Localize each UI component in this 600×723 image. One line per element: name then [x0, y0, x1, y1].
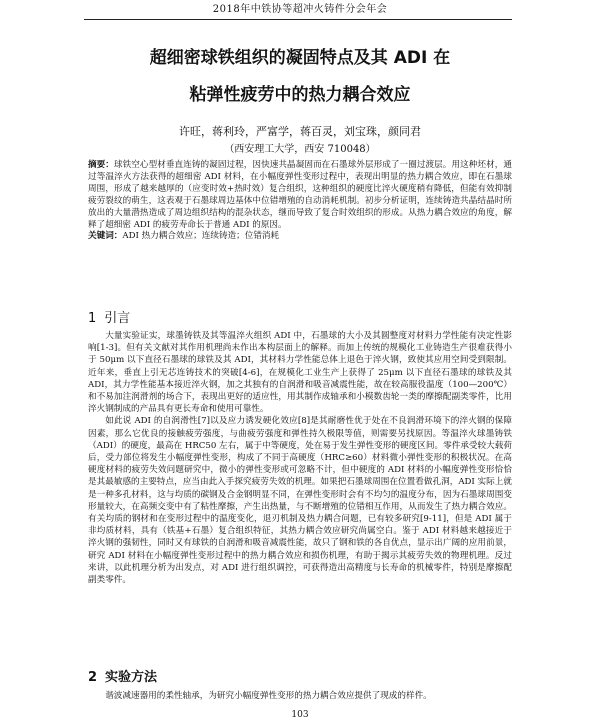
section-number: 2 — [88, 670, 98, 685]
running-header: 2018年中铁协等超冲火铸件分会年会 — [212, 4, 388, 15]
paper-title-line1: 超细密球铁组织的凝固特点及其 ADI 在 — [149, 48, 451, 68]
abstract — [88, 160, 512, 231]
abstract-block — [88, 160, 512, 243]
keywords — [88, 231, 512, 243]
keywords-text: ADI 热力耦合效应；连续铸造；位错消耗 — [122, 231, 280, 242]
methods-body — [88, 690, 512, 702]
paragraph: 谐波减速器用的柔性轴承，为研究小幅度弹性变形的热力耦合效应提供了现成的样件。 — [105, 691, 432, 701]
paper-title-line2: 粘弹性疲劳中的热力耦合效应 — [189, 85, 411, 105]
abstract-text: 球铁空心型材垂直连铸的凝固过程，因快速共晶凝固而在石墨球外层形成了一圈过渡层。用这种坯材，通过等温淬火方法获得的超细密 ADI 材料，在小幅度弹性变形过程中，表现出明显的热力耦合效应，即在石墨球周围，形成了越来越厚的（应变时效+热时效）复合组织，这种组织的硬度比淬火硬度稍有降低，但能有效抑制疲劳裂纹的萌生，这表观于石墨球周边基体中位错增殖的自动消耗机制。初步分析证明，连续铸造共晶结晶时所放出的大量潜热造成了周边组织结构的混杂状态，继而导致了复合时效组织的形成。从热力耦合效应的角度，解释了超细密 ADI 的疲劳寿命长于普通 ADI 的原因。 — [88, 160, 512, 230]
header-rule — [84, 19, 512, 20]
section-title: 引言 — [104, 311, 131, 326]
paragraph: 大量实验证实，球墨铸铁及其等温淬火组织 ADI 中，石墨球的大小及其圆整度对材料力学性能有决定性影响[1-3]。但有关文献对其作用机理尚未作出本构层面上的解释。而加上传统的规模化工业铸造生产很难获得小于 50μm 以下直径石墨球的球铁及其 ADI，其材料力学性能总体上退色于淬火钢，致使其应用空间受到限制。近年来，垂直上引无芯连铸技术的突破[4-6]，在规模化工业生产上获得了 25μm 以下直径石墨球的球铁及其 ADI，其力学性能基本接近淬火钢，加之其独有的自润滑和吸音减震性能，故在较高服役温度（100—200℃）和不易加注润滑剂的场合下，表现出更好的适应性，用其制作成轴承和小模数齿轮一类的摩擦配副类零件，比用淬火钢制成的产品具有更长寿命和使用可靠性。 — [88, 331, 512, 415]
authors: 许旺，蒋利玲，严富学，蒋百灵，刘宝珠，颜同君 — [179, 125, 421, 138]
page-number: 103 — [291, 710, 309, 720]
section-heading-methods — [88, 670, 157, 686]
introduction-body — [88, 330, 512, 586]
keywords-label: 关键词： — [88, 231, 123, 242]
section-heading-introduction — [88, 311, 130, 327]
section-title: 实验方法 — [105, 670, 158, 685]
abstract-label: 摘要： — [88, 160, 114, 170]
paragraph: 如此说 ADI 的自润滑性[7]以及应力诱发硬化效应[8]是其耐磨性优于处在不良润滑环境下的淬火钢的保障因素，那么它优良的接触疲劳强度，与曲疲劳强度和弹性持久极限等值，则需要另找原因。等温淬火球墨铸铁（ADI）的硬度，最高在 HRC50 左右，属于中等硬度，处在易于发生弹性变形的硬度区间。零件承受较大载荷后，受力部位将发生小幅度弹性变形，构成了不同于高硬度（HRC≥60）材料微小弹性变形的积极状况。在高硬度材料的疲劳失效问题研究中，微小的弹性变形或可忽略不计，但中硬度的 ADI 材料的小幅度弹性变形恰恰是其最敏感的主要特点，应当由此入手探究疲劳失效的机理。如果把石墨球周围在位置看做孔洞，ADI 实际上就是一种多孔材料，这与均质的碳钢及合金钢明显不同，在弹性变形时会有不均匀的温度分布，因为石墨球周围变形量较大，在高频交变中有了粘性摩擦，产生出热量，与不断增殖的位错相互作用，从而发生了热力耦合效应。有关均质的钢材和在变形过程中的温度变化，退刃机制及热力耦合问题，已有较多研究[9-11]，但是 ADI 属于非均质材料，具有（铁基+石墨）复合组织特征，其热力耦合效应研究尚属空白。鉴于 ADI 材料越来越接近于淬火钢的强韧性，同时又有球铁的自润滑和吸音减震性能，故只了钢和铁的各自优点，显示出广阔的应用前景，研究 ADI 材料在小幅度弹性变形过程中的热力耦合效应和损伤机理，有助于揭示其疲劳失效的物理机理。反过来讲，以此机理分析为出发点，对 ADI 进行组织调控，可获得造出高精度与长寿命的机械零件，特别是摩擦配副类零件。 — [88, 416, 512, 586]
section-number: 1 — [88, 311, 97, 326]
affiliation: （西安理工大学，西安 710048） — [224, 144, 376, 155]
